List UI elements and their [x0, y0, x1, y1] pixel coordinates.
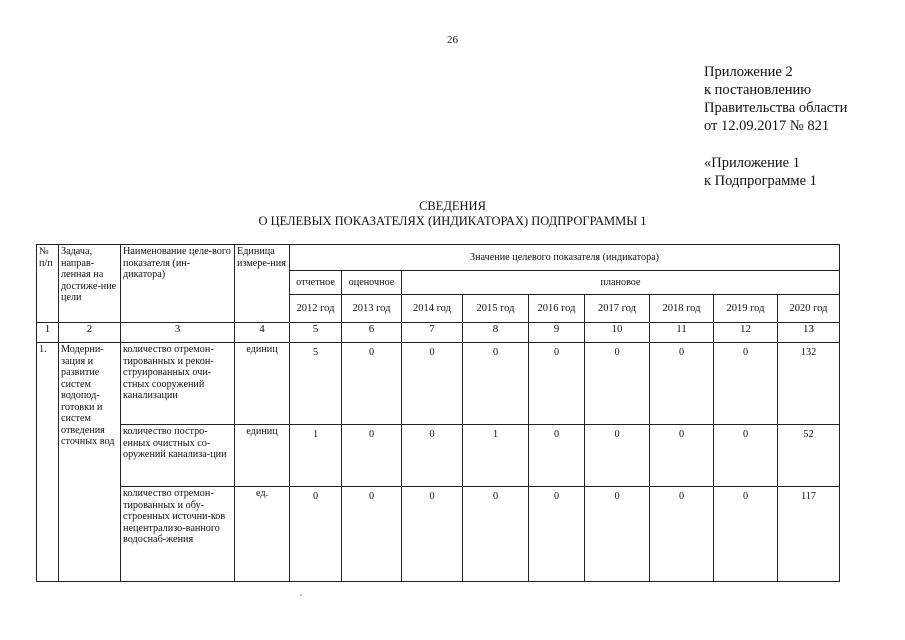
document-title [0, 199, 905, 229]
row-value: 0 [342, 425, 402, 487]
header-year: 2013 год [342, 295, 402, 323]
row-value: 0 [714, 425, 778, 487]
row-value: 1 [463, 425, 529, 487]
header-value-group: Значение целевого показателя (индикатора) [290, 245, 840, 271]
header-year: 2017 год [585, 295, 650, 323]
page-number: 26 [447, 34, 458, 46]
appendix-block [704, 63, 847, 190]
header-indicator: Наименование целе-вого показателя (ин-дикатора) [121, 245, 235, 323]
title-line-2: О ЦЕЛЕВЫХ ПОКАЗАТЕЛЯХ (ИНДИКАТОРАХ) ПОДПРОГРАММЫ 1 [258, 214, 647, 228]
row-value: 0 [650, 343, 714, 425]
column-number: 4 [235, 323, 290, 343]
appendix-line: «Приложение 1 [704, 155, 800, 171]
row-indicator: количество отремон-тированных и рекон-струированных очи-стных сооружений канализации [121, 343, 235, 425]
column-number: 8 [463, 323, 529, 343]
column-number: 12 [714, 323, 778, 343]
header-reported: отчетное [290, 271, 342, 295]
row-indicator: количество отремон-тированных и обу-строенных источни-ков нецентрализо-ванного водоснаб-жения [121, 487, 235, 582]
row-value: 0 [714, 487, 778, 582]
row-value: 0 [650, 487, 714, 582]
column-number: 9 [529, 323, 585, 343]
header-year: 2016 год [529, 295, 585, 323]
row-unit: единиц [235, 425, 290, 487]
header-year: 2019 год [714, 295, 778, 323]
appendix-line: к Подпрограмме 1 [704, 173, 817, 189]
column-number: 10 [585, 323, 650, 343]
indicators-table [36, 244, 840, 582]
column-number: 6 [342, 323, 402, 343]
row-value: 0 [463, 487, 529, 582]
header-year: 2015 год [463, 295, 529, 323]
row-indicator: количество постро-енных очистных со-оружений канализа-ции [121, 425, 235, 487]
header-year: 2018 год [650, 295, 714, 323]
row-value: 0 [290, 487, 342, 582]
row-value: 0 [585, 343, 650, 425]
title-line-1: СВЕДЕНИЯ [419, 199, 486, 213]
column-number: 13 [778, 323, 840, 343]
row-value: 0 [529, 343, 585, 425]
column-number: 3 [121, 323, 235, 343]
column-number: 1 [37, 323, 59, 343]
appendix-line: Правительства области [704, 100, 848, 116]
row-value: 0 [714, 343, 778, 425]
row-value: 0 [650, 425, 714, 487]
header-task: Задача, направ-ленная на достиже-ние цели [59, 245, 121, 323]
row-unit: единиц [235, 343, 290, 425]
column-number-row [37, 323, 840, 343]
header-year: 2020 год [778, 295, 840, 323]
row-value: 1 [290, 425, 342, 487]
column-number: 2 [59, 323, 121, 343]
row-value: 0 [529, 425, 585, 487]
row-value: 5 [290, 343, 342, 425]
row-value: 132 [778, 343, 840, 425]
table-row [37, 487, 840, 582]
header-planned: плановое [402, 271, 840, 295]
header-year: 2012 год [290, 295, 342, 323]
row-value: 0 [342, 343, 402, 425]
table-row [37, 343, 840, 425]
header-estimated: оценочное [342, 271, 402, 295]
column-number: 5 [290, 323, 342, 343]
row-value: 0 [585, 425, 650, 487]
row-value: 0 [463, 343, 529, 425]
row-task: Модерни-зация и развитие систем водопод-готовки и систем отведения сточных вод [59, 343, 121, 582]
row-value: 117 [778, 487, 840, 582]
row-value: 52 [778, 425, 840, 487]
appendix-line: от 12.09.2017 № 821 [704, 118, 830, 134]
table-row [37, 425, 840, 487]
row-value: 0 [402, 425, 463, 487]
scan-speck [300, 594, 302, 596]
header-num: № п/п [37, 245, 59, 323]
column-number: 11 [650, 323, 714, 343]
row-value: 0 [585, 487, 650, 582]
appendix-line: Приложение 2 [704, 64, 793, 80]
row-unit: ед. [235, 487, 290, 582]
appendix-gap [704, 135, 847, 154]
row-value: 0 [529, 487, 585, 582]
header-year: 2014 год [402, 295, 463, 323]
row-value: 0 [402, 487, 463, 582]
appendix-line: к постановлению [704, 82, 812, 98]
header-row-1 [37, 245, 840, 271]
row-value: 0 [402, 343, 463, 425]
column-number: 7 [402, 323, 463, 343]
header-unit: Единица измере-ния [235, 245, 290, 323]
row-num: 1. [37, 343, 59, 582]
row-value: 0 [342, 487, 402, 582]
